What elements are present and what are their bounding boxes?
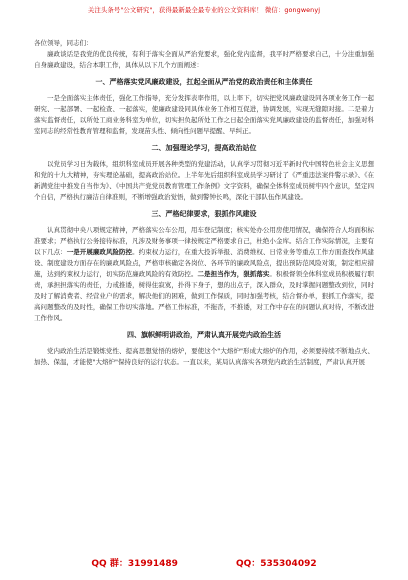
section-4-heading: 四、旗帜鲜明讲政治，严肃认真开展党内政治生活 — [127, 331, 281, 339]
qq-number: QQ：535304092 — [235, 559, 317, 569]
greeting: 各位领导，同志们： — [34, 39, 93, 47]
intro-paragraph: 廉政谈话是我党的优良传统，有利于落实全面从严治党要求，强化党内监督，我平时严格要求自己，十分注重加强自身廉政建设，结合本职工作，具体从以下几个方面阐述： — [34, 50, 374, 69]
section-3-text-a: 认真贯彻中央八项规定精神，严格落实公车公用，用车登记制度；核实处办公用房使用情况，确保符合人均面积标准要求；严格执行公务接待标准，凡涉及财务事项一律按规定严格要求自己，杜绝小金库。结合工作实际情况，主要有以下几点： — [34, 226, 374, 256]
section-3-text-c: 。积极督领全体科室成员积极履行职责，承担担落实的责任，力戒推诿，树得住寂寞，扑得下身子，想的出点子，深入群众，及时掌握问题整改到位，同时及时了解消费者、经营业户的需求，解决他们的困难，做到工作保质，同时加强考核，结合督办单，狠抓工作落实，提高问题整改的及时性，确保工作切实落地。严格工作标准，不拖沓，不推诿，对工作中存在的问题认真对待，不断改进工作作风。 — [34, 270, 375, 322]
section-3-emphasis-2: 二是担当作为，狠抓落实 — [197, 270, 270, 278]
document-body — [34, 38, 374, 368]
header-banner: 关注头条号"公文研究"，获得最新最全最专业的公文资料库！ 微信：gongwenyj — [87, 6, 321, 14]
section-1-paragraph: 一是全面落实主体责任，强化工作指导，充分发挥表率作用，以上率下，切实把党风廉政建设同各项业务工作一起研究、一起部署、一起检查、一起落实，使廉政建设同具体业务工作相互促进，协调发展，实现无缝隙对接。二是着力落实监督责任，以所处工商业务科室为单位，切实担负起所处工作之日起全面落实党风廉政建设的监督责任，加强对科室同志的经常性教育管理和监督，发现苗头性、倾向性问题早提醒、早纠正。 — [34, 94, 374, 135]
footer-contacts — [0, 556, 408, 569]
section-1-heading: 一、严格落实党风廉政建设，扛起全面从严治党的政治责任和主体责任 — [95, 78, 313, 86]
section-4-paragraph: 党内政治生活是锻炼党性、提高思想觉悟的熔炉，要使这个"大熔炉"形成大熔炉的作用，必须要持续不断地点火、加热、保温，才能使"大熔炉"保持良好的运行状态。一直以来，某局认真落实各项党内政治生活制度，严肃认真开展 — [34, 347, 374, 366]
section-3-heading: 三、严格纪律要求，狠抓作风建设 — [151, 210, 257, 218]
section-3-emphasis-1: 一是开展廉政风险防控 — [66, 248, 133, 256]
section-2-heading: 二、加强理论学习，提高政治站位 — [151, 144, 257, 152]
section-2-paragraph: 以党员学习日为载体，组织科室成员开展各种类型的党建活动，认真学习贯彻习近平新时代中国特色社会主义思想和党的十九大精神，夯实理论基础，提高政治站位。上半年先后组织科室成员学习研讨了《严重违法案件警示录》、《在新满党往中推发自当作为》、《中国共产党党员教育管理工作条例》文字资料，确保全体科室成员树牢四个意识，坚定四个自信，严格执行廉洁自律准则，不断增强政治觉悟，做到警钟长鸣，深化干部队伍作风建设。 — [34, 160, 374, 201]
section-3-text-b: 。约束权力运行，在重大投诉举报、消费维权、日常业务等重点工作方面查找作风建设、制度建设方面存在的廉政风险点，严格审核确定各岗位、各环节的廉政风险点，提出预防范风险对策，制定相应措施，达到约束权力运行，切实防范廉政风险的有效防控。 — [34, 248, 375, 278]
qq-group: QQ 群：31991489 — [91, 559, 178, 569]
section-3-paragraph — [34, 225, 374, 324]
